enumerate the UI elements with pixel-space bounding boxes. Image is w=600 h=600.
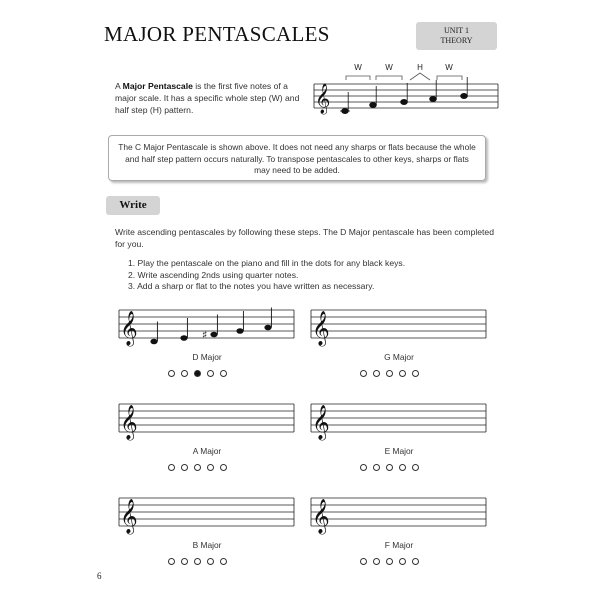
key-label: A Major xyxy=(192,446,222,456)
empty-dot-icon[interactable] xyxy=(181,464,188,471)
key-label: E Major xyxy=(384,446,414,456)
key-label: G Major xyxy=(384,352,414,362)
page-number: 6 xyxy=(97,571,102,581)
intro-rest: is the first five notes of a major scale. It has a specific whole step (W) and half step (H) pattern. xyxy=(115,81,300,115)
empty-dot-icon[interactable] xyxy=(181,370,188,377)
page-title: MAJOR PENTASCALES xyxy=(104,22,330,46)
empty-dot-icon[interactable] xyxy=(399,558,406,565)
empty-dot-icon[interactable] xyxy=(386,558,393,565)
black-key-dots xyxy=(360,464,419,471)
black-key-dots xyxy=(168,370,227,377)
treble-clef-icon: 𝄞 xyxy=(120,311,138,346)
unit-badge xyxy=(416,22,497,50)
step-letter: H xyxy=(417,63,423,72)
write-section-label: Write xyxy=(106,196,160,215)
key-label: F Major xyxy=(384,540,414,550)
empty-dot-icon[interactable] xyxy=(373,464,380,471)
unit-label: UNIT 1 xyxy=(444,26,469,35)
empty-dot-icon[interactable] xyxy=(386,370,393,377)
empty-dot-icon[interactable] xyxy=(181,558,188,565)
empty-dot-icon[interactable] xyxy=(220,464,227,471)
empty-dot-icon[interactable] xyxy=(386,464,393,471)
empty-dot-icon[interactable] xyxy=(399,370,406,377)
empty-dot-icon[interactable] xyxy=(360,558,367,565)
empty-dot-icon[interactable] xyxy=(194,558,201,565)
empty-dot-icon[interactable] xyxy=(207,370,214,377)
empty-dot-icon[interactable] xyxy=(412,558,419,565)
empty-dot-icon[interactable] xyxy=(220,558,227,565)
step-item: 2. Write ascending 2nds using quarter notes. xyxy=(128,269,299,280)
staff-a-major[interactable] xyxy=(118,394,296,444)
staff-f-major[interactable] xyxy=(310,488,488,538)
note xyxy=(264,308,271,331)
empty-dot-icon[interactable] xyxy=(168,370,175,377)
intro-term: Major Pentascale xyxy=(122,81,193,91)
treble-clef-icon: 𝄞 xyxy=(312,405,330,440)
staff-b-major[interactable] xyxy=(118,488,296,538)
empty-dot-icon[interactable] xyxy=(373,370,380,377)
step-item: 3. Add a sharp or flat to the notes you have written as necessary. xyxy=(128,281,375,291)
note xyxy=(180,318,187,341)
empty-dot-icon[interactable] xyxy=(360,370,367,377)
info-box: The C Major Pentascale is shown above. It does not need any sharps or flats because the whole and half step pattern occurs naturally. To transpose pentascales to other keys, sharps or flats may need to be added. xyxy=(108,135,486,181)
treble-clef-icon: 𝄞 xyxy=(120,499,138,534)
key-label: D Major xyxy=(192,352,222,362)
intro-prefix: A xyxy=(115,81,123,91)
empty-dot-icon[interactable] xyxy=(168,464,175,471)
empty-dot-icon[interactable] xyxy=(207,464,214,471)
steps-list xyxy=(128,258,488,293)
key-label: B Major xyxy=(192,540,222,550)
step-brackets xyxy=(346,73,462,80)
step-letter: W xyxy=(385,63,393,72)
treble-clef-icon: 𝄞 xyxy=(315,84,331,114)
staff-g-major[interactable] xyxy=(310,300,488,350)
empty-dot-icon[interactable] xyxy=(399,464,406,471)
filled-dot-icon[interactable] xyxy=(194,370,201,377)
note xyxy=(202,315,218,342)
treble-clef-icon: 𝄞 xyxy=(120,405,138,440)
note xyxy=(150,322,157,345)
staff-e-major[interactable] xyxy=(310,394,488,444)
empty-dot-icon[interactable] xyxy=(373,558,380,565)
intro-paragraph xyxy=(115,80,300,116)
black-key-dots xyxy=(360,558,419,565)
sharp-icon: ♯ xyxy=(202,328,208,342)
staff-d-major[interactable] xyxy=(118,300,296,350)
empty-dot-icon[interactable] xyxy=(168,558,175,565)
step-letter: W xyxy=(445,63,453,72)
empty-dot-icon[interactable] xyxy=(220,370,227,377)
treble-clef-icon: 𝄞 xyxy=(312,311,330,346)
unit-subject: THEORY xyxy=(440,36,473,45)
empty-dot-icon[interactable] xyxy=(412,370,419,377)
c-major-example-staff xyxy=(312,60,502,122)
step-item: 1. Play the pentascale on the piano and fill in the dots for any black keys. xyxy=(128,258,406,268)
treble-clef-icon: 𝄞 xyxy=(312,499,330,534)
black-key-dots xyxy=(168,464,227,471)
black-key-dots xyxy=(168,558,227,565)
black-key-dots xyxy=(360,370,419,377)
empty-dot-icon[interactable] xyxy=(194,464,201,471)
note xyxy=(236,311,243,334)
empty-dot-icon[interactable] xyxy=(360,464,367,471)
step-letter: W xyxy=(354,63,362,72)
empty-dot-icon[interactable] xyxy=(412,464,419,471)
write-instructions: Write ascending pentascales by following these steps. The D Major pentascale has been completed for you. xyxy=(115,227,494,249)
empty-dot-icon[interactable] xyxy=(207,558,214,565)
